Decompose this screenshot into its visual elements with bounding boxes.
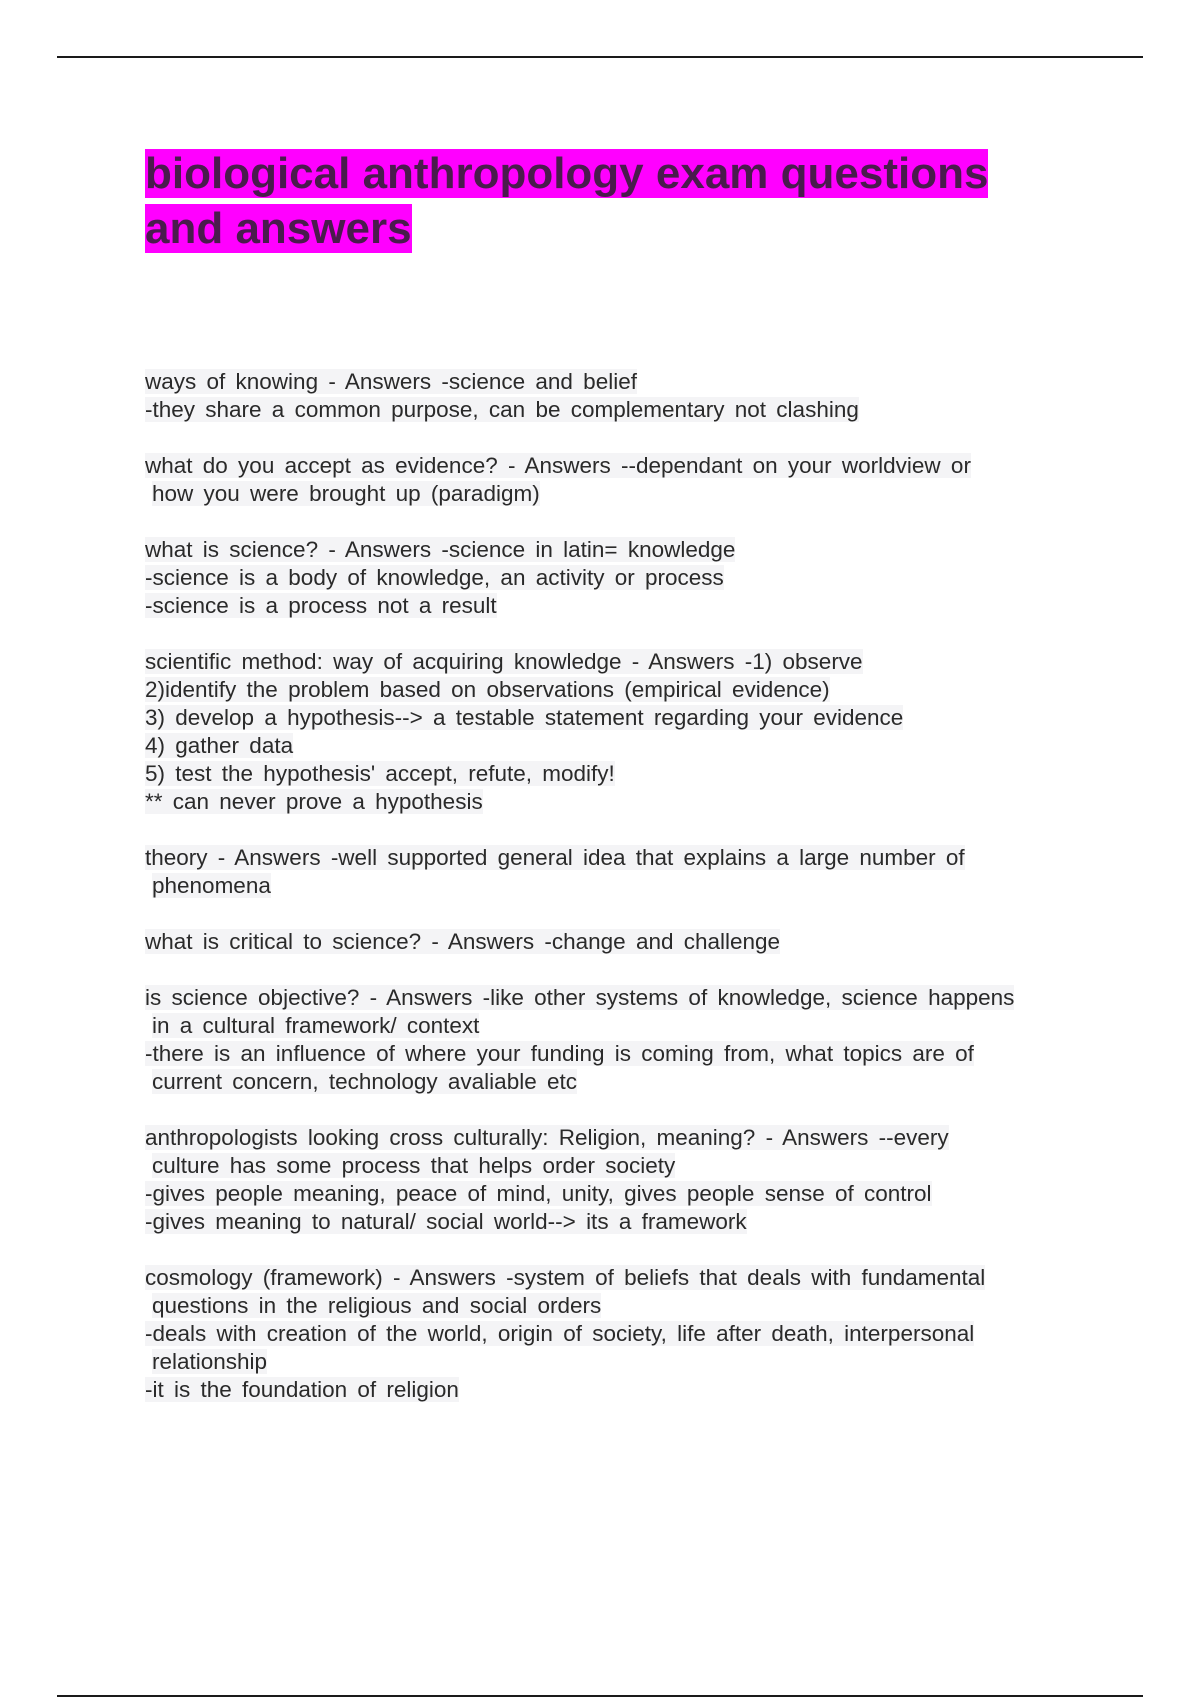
qa-line: questions in the religious and social orders: [152, 1293, 602, 1318]
qa-line: theory - Answers -well supported general idea that explains a large number of: [145, 845, 965, 870]
qa-item-science-objective: [145, 984, 1095, 1096]
qa-line: is science objective? - Answers -like other systems of knowledge, science happens: [145, 985, 1015, 1010]
qa-item-cosmology: [145, 1264, 1095, 1404]
qa-item-critical-to-science: [145, 928, 1095, 956]
qa-item-what-is-science: [145, 536, 1095, 620]
qa-line: 4) gather data: [145, 733, 294, 758]
qa-line: -gives people meaning, peace of mind, unity, gives people sense of control: [145, 1181, 932, 1206]
qa-item-ways-of-knowing: [145, 368, 1095, 424]
qa-item-religion-meaning: [145, 1124, 1095, 1236]
qa-line: what is science? - Answers -science in latin= knowledge: [145, 537, 736, 562]
title-line: and answers: [145, 204, 412, 253]
document-title: [145, 146, 1075, 256]
qa-list: [145, 368, 1095, 1432]
title-line: biological anthropology exam questions: [145, 149, 989, 198]
qa-line: in a cultural framework/ context: [152, 1013, 480, 1038]
qa-line: cosmology (framework) - Answers -system of beliefs that deals with fundamental: [145, 1265, 986, 1290]
bottom-rule: [57, 1695, 1143, 1697]
qa-line: -science is a body of knowledge, an activity or process: [145, 565, 724, 590]
qa-line: ways of knowing - Answers -science and belief: [145, 369, 637, 394]
qa-item-theory: [145, 844, 1095, 900]
qa-line: scientific method: way of acquiring knowledge - Answers -1) observe: [145, 649, 863, 674]
qa-line: how you were brought up (paradigm): [152, 481, 540, 506]
qa-line: culture has some process that helps order society: [152, 1153, 676, 1178]
qa-line: -there is an influence of where your funding is coming from, what topics are of: [145, 1041, 974, 1066]
qa-line: -it is the foundation of religion: [145, 1377, 459, 1402]
qa-line: anthropologists looking cross culturally: Religion, meaning? - Answers --every: [145, 1125, 949, 1150]
qa-line: what is critical to science? - Answers -change and challenge: [145, 929, 781, 954]
qa-line: -they share a common purpose, can be complementary not clashing: [145, 397, 859, 422]
qa-line: -deals with creation of the world, origin of society, life after death, interpersonal: [145, 1321, 975, 1346]
top-rule: [57, 56, 1143, 58]
qa-line: -science is a process not a result: [145, 593, 497, 618]
qa-line: 3) develop a hypothesis--> a testable statement regarding your evidence: [145, 705, 904, 730]
qa-line: what do you accept as evidence? - Answers --dependant on your worldview or: [145, 453, 971, 478]
qa-line: 5) test the hypothesis' accept, refute, modify!: [145, 761, 615, 786]
qa-item-evidence: [145, 452, 1095, 508]
qa-line: phenomena: [152, 873, 271, 898]
qa-line: 2)identify the problem based on observations (empirical evidence): [145, 677, 830, 702]
qa-line: current concern, technology avaliable etc: [152, 1069, 577, 1094]
qa-line: relationship: [152, 1349, 268, 1374]
qa-item-scientific-method: [145, 648, 1095, 816]
qa-line: -gives meaning to natural/ social world--> its a framework: [145, 1209, 747, 1234]
qa-line: ** can never prove a hypothesis: [145, 789, 483, 814]
